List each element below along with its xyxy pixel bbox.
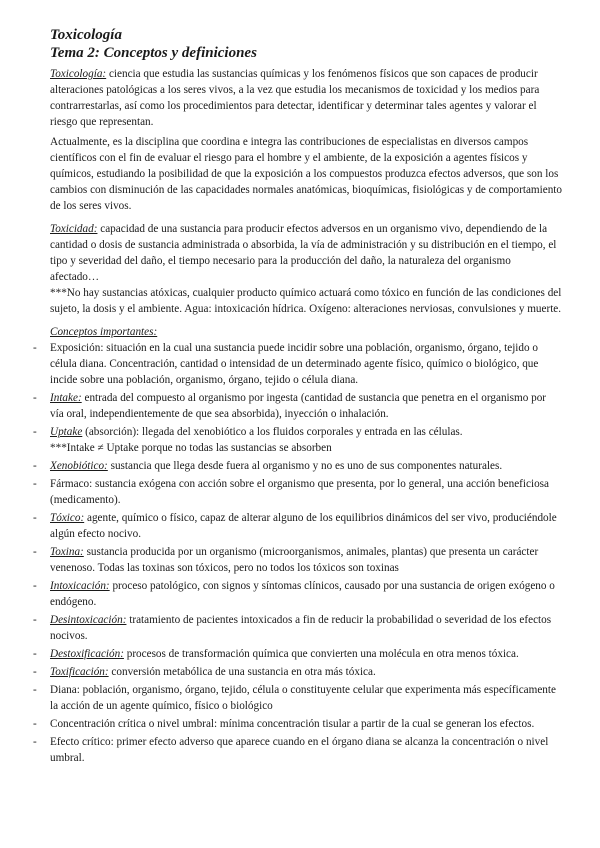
list-item-term: Desintoxicación: bbox=[50, 614, 127, 626]
document-title: Toxicología bbox=[50, 27, 122, 43]
list-item-text: Exposición: situación en la cual una sustancia puede incidir sobre una población, organismo, órgano, tejido o célula diana. Concentración, cantidad o intensidad de un determinado agente físico, químico o biológico, que incide sobre una población, organismo, órgano, tejido o célula diana. bbox=[50, 342, 539, 386]
list-dash: - bbox=[33, 426, 37, 438]
list-dash: - bbox=[33, 478, 37, 490]
list-item-text: agente, químico o físico, capaz de alterar alguno de los equilibrios dinámicos del ser vivo, produciéndole algún efecto nocivo. bbox=[50, 512, 557, 540]
conceptos-heading: Conceptos importantes: bbox=[50, 326, 158, 338]
list-item-note: ***Intake ≠ Uptake porque no todas las sustancias se absorben bbox=[50, 442, 332, 454]
note-no-atoxicas: ***No hay sustancias atóxicas, cualquier producto químico actuará como tóxico en función de las condiciones del sujeto, la dosis y el ambiente. Agua: intoxicación hídrica. Oxígeno: alteraciones nerviosas, convulsiones y muerte. bbox=[50, 287, 562, 315]
list-dash: - bbox=[33, 512, 37, 524]
list-dash: - bbox=[33, 648, 37, 660]
list-dash: - bbox=[33, 718, 37, 730]
definition-toxicidad: capacidad de una sustancia para producir efectos adversos en un organismo vivo, dependiendo de la cantidad o dosis de sustancia administrada o absorbida, la vía de administración y su distribución en el tiempo, el tipo y severidad del daño, el tiempo necesario para la producción del daño, la naturaleza del organismo afectado… bbox=[50, 223, 557, 283]
definition-toxicologia: ciencia que estudia las sustancias químicas y los fenómenos físicos que son capaces de producir alteraciones patológicas a los seres vivos, a la vez que estudia los mecanismos de toxicidad y los medios para contrarrestarlas, así como los procedimientos para detectar, identificar y determinar tales agentes y valorar el riesgo que representan. bbox=[50, 68, 540, 128]
list-item-text: entrada del compuesto al organismo por ingesta (cantidad de sustancia que penetra en el organismo por vía oral, independientemente de que sea absorbida), inyección o inhalación. bbox=[50, 392, 547, 420]
list-dash: - bbox=[33, 392, 37, 404]
list-item-text: procesos de transformación química que convierten una molécula en otra menos tóxica. bbox=[123, 648, 519, 660]
list-item bbox=[33, 646, 562, 662]
list-dash: - bbox=[33, 666, 37, 678]
list-item-term: Xenobiótico: bbox=[50, 460, 108, 472]
list-dash: - bbox=[33, 580, 37, 592]
list-item bbox=[33, 664, 562, 680]
list-item bbox=[33, 458, 562, 474]
list-item-text: tratamiento de pacientes intoxicados a fin de reducir la probabilidad o severidad de los efectos nocivos. bbox=[50, 614, 552, 642]
list-dash: - bbox=[33, 684, 37, 696]
term-toxicidad: Toxicidad: bbox=[50, 223, 98, 235]
list-item-text: sustancia que llega desde fuera al organismo y no es uno de sus componentes naturales. bbox=[107, 460, 503, 472]
list-item bbox=[33, 682, 562, 714]
document-subtitle: Tema 2: Conceptos y definiciones bbox=[50, 45, 257, 61]
paragraph-toxicidad bbox=[50, 221, 562, 285]
list-dash: - bbox=[33, 614, 37, 626]
list-item-text: Concentración crítica o nivel umbral: mínima concentración tisular a partir de la cual se generan los efectos. bbox=[50, 718, 535, 730]
paragraph-toxicologia bbox=[50, 66, 562, 130]
list-item-term: Tóxico: bbox=[50, 512, 85, 524]
list-item bbox=[33, 716, 562, 732]
list-item bbox=[33, 544, 562, 576]
list-item-text: Efecto crítico: primer efecto adverso que aparece cuando en el órgano diana se alcanza la concentración o nivel umbral. bbox=[50, 736, 549, 764]
list-item bbox=[33, 578, 562, 610]
list-dash: - bbox=[33, 342, 37, 354]
list-item-term: Intoxicación: bbox=[50, 580, 110, 592]
paragraph-actualmente: Actualmente, es la disciplina que coordina e integra las contribuciones de especialistas en diversos campos científicos con el fin de evaluar el riesgo para el hombre y el ambiente, de la exposición a agentes físicos y químicos, estudiando la posibilidad de que la exposición a los compuestos produzca efectos adversos, que son los cambios con disminución de las capacidades normales anatómicas, bioquímicas, fisiológicas y de comportamiento de los seres vivos. bbox=[50, 136, 562, 212]
list-item-text: (absorción): llegada del xenobiótico a los fluidos corporales y entrada en las células. bbox=[82, 426, 463, 438]
list-item-text: proceso patológico, con signos y síntomas clínicos, causado por una sustancia de origen exógeno o endógeno. bbox=[50, 580, 555, 608]
list-item-term: Uptake bbox=[50, 426, 83, 438]
list-item-term: Toxina: bbox=[50, 546, 84, 558]
list-item-text: sustancia producida por un organismo (microorganismos, animales, plantas) que presenta un carácter venenoso. Todas las toxinas son tóxicos, pero no todos los tóxicos son toxinas bbox=[50, 546, 539, 574]
list-item-term: Intake: bbox=[50, 392, 82, 404]
list-item bbox=[33, 734, 562, 766]
list-item-text: Fármaco: sustancia exógena con acción sobre el organismo que presenta, por lo general, una acción beneficiosa (medicamento). bbox=[50, 478, 549, 506]
list-item bbox=[33, 390, 562, 422]
list-item-term: Toxificación: bbox=[50, 666, 109, 678]
term-toxicologia: Toxicología: bbox=[50, 68, 107, 80]
list-item-text: conversión metabólica de una sustancia en otra más tóxica. bbox=[108, 666, 376, 678]
list-item bbox=[33, 510, 562, 542]
list-item-text: Diana: población, organismo, órgano, tejido, célula o constituyente celular que experimenta más específicamente la acción de un agente químico, físico o biológico bbox=[50, 684, 556, 712]
list-dash: - bbox=[33, 460, 37, 472]
list-item bbox=[33, 612, 562, 644]
list-item-term: Destoxificación: bbox=[50, 648, 124, 660]
list-item bbox=[33, 340, 562, 388]
list-dash: - bbox=[33, 546, 37, 558]
concepts-list bbox=[33, 340, 562, 766]
list-item bbox=[33, 476, 562, 508]
list-dash: - bbox=[33, 736, 37, 748]
list-item bbox=[33, 424, 562, 456]
